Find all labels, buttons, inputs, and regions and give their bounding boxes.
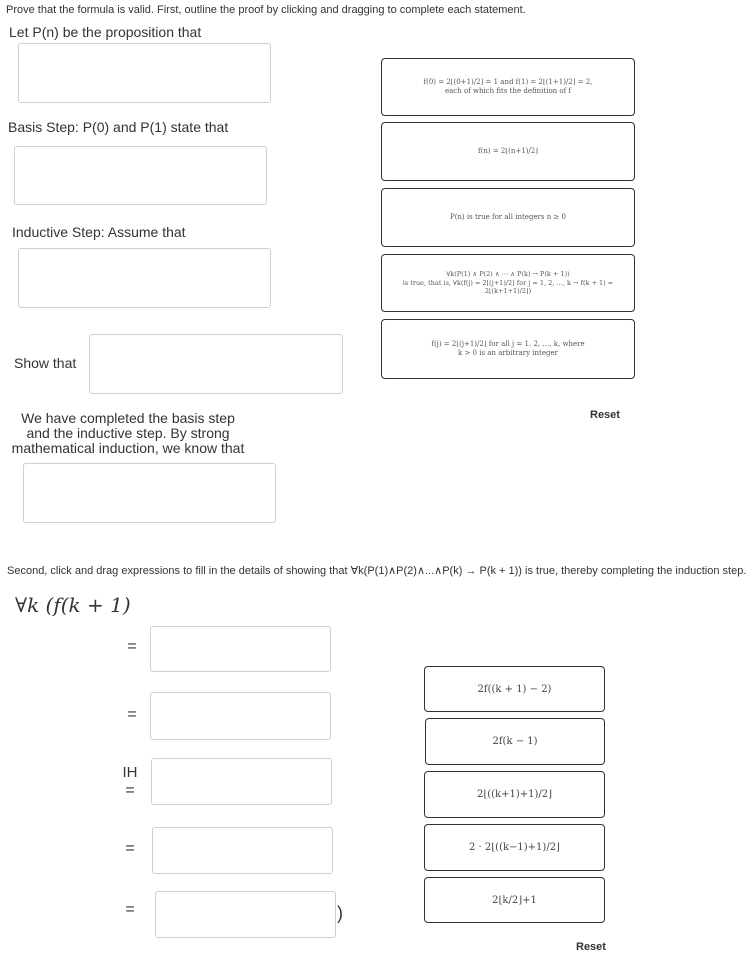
expression-text: 2f((k + 1) − 2) bbox=[477, 683, 552, 695]
statement-card-inductive-hypothesis[interactable] bbox=[381, 254, 635, 312]
card-text-line1: f(j) = 2⌊(j+1)/2⌋ for all j = 1, 2, …, k, where bbox=[431, 339, 585, 348]
inductive-label: Inductive Step: Assume that bbox=[12, 224, 186, 240]
closing-paren: ) bbox=[337, 903, 343, 923]
statement-card-basis[interactable] bbox=[381, 58, 635, 116]
expression-text: 2⌊k/2⌋+1 bbox=[492, 894, 537, 906]
card-text-line1: f(0) = 2⌊(0+1)/2⌋ = 1 and f(1) = 2⌊(1+1)/2⌋ = 2, bbox=[423, 77, 593, 86]
show-dropzone[interactable] bbox=[89, 334, 343, 394]
reset-button-part1[interactable]: Reset bbox=[590, 409, 620, 421]
card-text-line1: ∀k(P(1) ∧ P(2) ∧ ⋯ ∧ P(k) → P(k + 1)) bbox=[446, 269, 570, 278]
card-text-line2: is true, that is, ∀k(f(j) = 2⌊(j+1)/2⌋ for j = 1, 2, …, k → f(k + 1) = 2⌊(k+1+1)/2⌋) bbox=[402, 278, 614, 296]
expression-card-4[interactable] bbox=[424, 824, 605, 871]
formula-start: ∀k (f(k + 1) bbox=[15, 593, 131, 617]
card-text-line2: each of which fits the definition of f bbox=[444, 87, 572, 95]
show-label: Show that bbox=[14, 355, 77, 371]
instruction-text-part2: Second, click and drag expressions to fill in the details of showing that ∀k(P(1)∧P(2)∧...∧P(k) → P(k + 1)) is true, thereby completing the induction step. bbox=[7, 565, 747, 577]
expression-card-1[interactable] bbox=[424, 666, 605, 712]
expression-text: 2f(k − 1) bbox=[492, 736, 538, 747]
equals-sign: = bbox=[125, 901, 135, 918]
inductive-dropzone[interactable] bbox=[18, 248, 271, 308]
statement-card-conclusion[interactable] bbox=[381, 188, 635, 247]
step3-dropzone[interactable] bbox=[151, 758, 332, 805]
equals-sign: = bbox=[127, 638, 137, 655]
ih-label: IH bbox=[122, 764, 138, 781]
step1-dropzone[interactable] bbox=[150, 626, 331, 672]
statement-card-proposition[interactable] bbox=[381, 122, 635, 181]
let-dropzone[interactable] bbox=[18, 43, 271, 103]
let-label: Let P(n) be the proposition that bbox=[9, 24, 202, 40]
card-text-line1: P(n) is true for all integers n ≥ 0 bbox=[449, 212, 567, 221]
equals-sign: = bbox=[125, 840, 135, 857]
card-text-line1: f(n) = 2⌊(n+1)/2⌋ bbox=[478, 146, 538, 155]
basis-dropzone[interactable] bbox=[14, 146, 267, 205]
card-text-line2: k > 0 is an arbitrary integer bbox=[458, 349, 558, 357]
expression-text: 2⌊((k+1)+1)/2⌋ bbox=[476, 789, 553, 800]
reset-button-part2[interactable]: Reset bbox=[576, 941, 606, 953]
step2-dropzone[interactable] bbox=[150, 692, 331, 740]
equals-sign: = bbox=[125, 782, 135, 799]
expression-card-2[interactable] bbox=[425, 718, 605, 765]
expression-text: 2 · 2⌊((k−1)+1)/2⌋ bbox=[469, 842, 560, 853]
instruction-text-part1: Prove that the formula is valid. First, outline the proof by clicking and dragging to complete each statement. bbox=[6, 4, 526, 16]
expression-card-5[interactable] bbox=[424, 877, 605, 923]
expression-card-3[interactable] bbox=[424, 771, 605, 818]
step4-dropzone[interactable] bbox=[152, 827, 333, 874]
step5-dropzone[interactable] bbox=[155, 891, 336, 938]
basis-label: Basis Step: P(0) and P(1) state that bbox=[8, 119, 229, 135]
conclusion-label: We have completed the basis step and the inductive step. By strong mathematical induction, we know that bbox=[11, 410, 245, 456]
statement-card-assumption[interactable] bbox=[381, 319, 635, 379]
equals-sign: = bbox=[127, 706, 137, 723]
conclusion-dropzone[interactable] bbox=[23, 463, 276, 523]
